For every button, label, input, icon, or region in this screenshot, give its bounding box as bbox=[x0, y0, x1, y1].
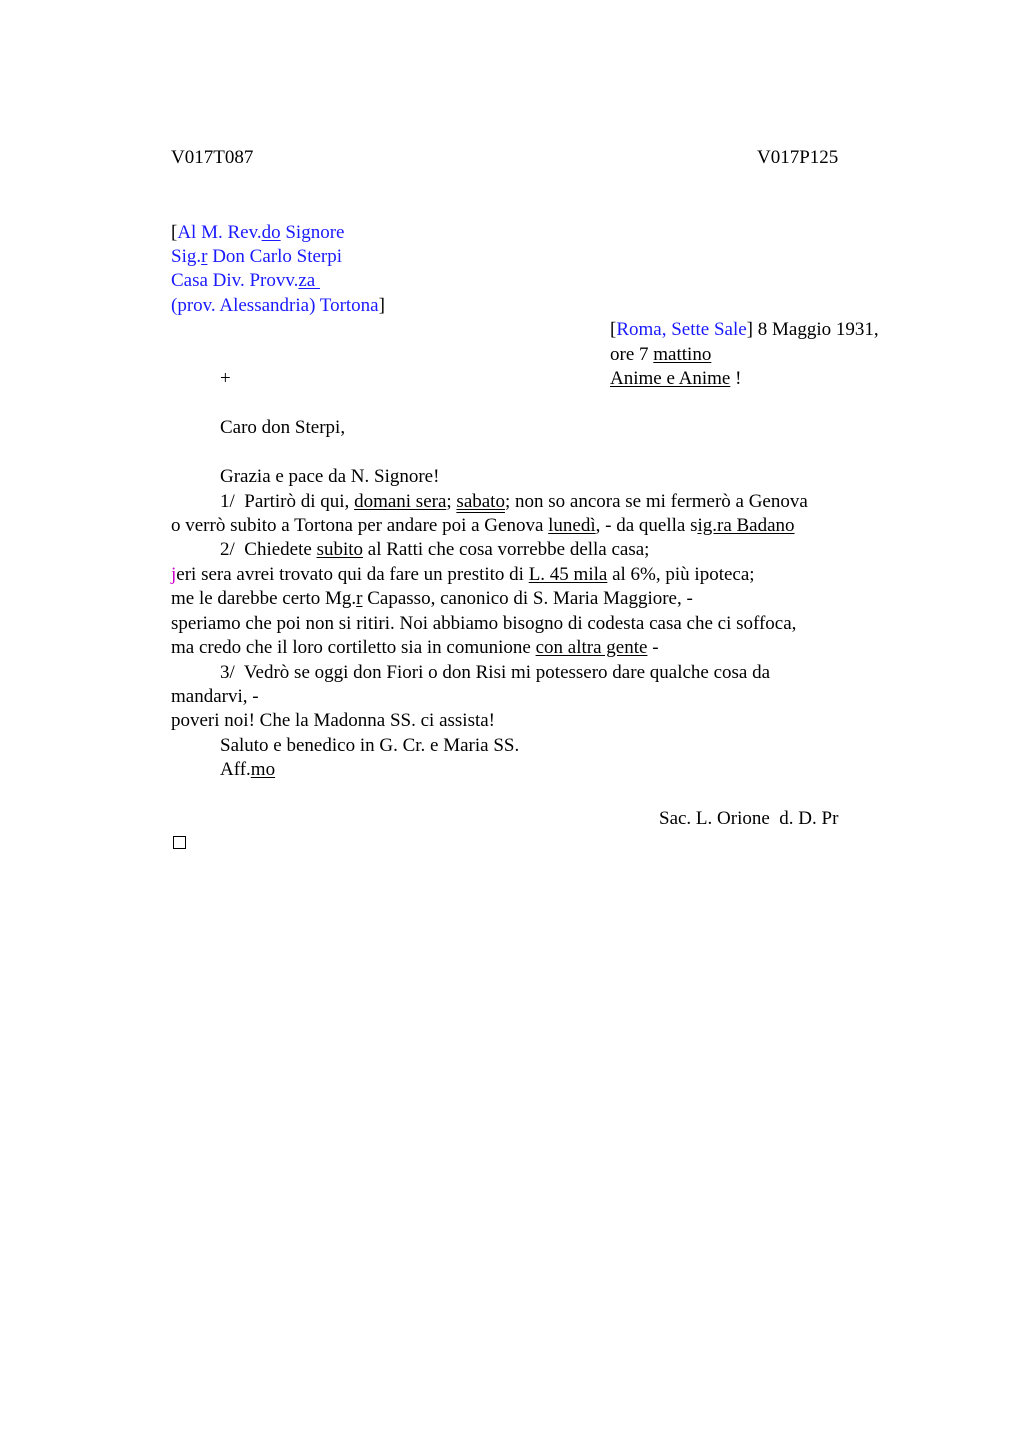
address-line-1: [Al M. Rev.do Signore bbox=[171, 222, 345, 243]
greeting: Grazia e pace da N. Signore! bbox=[220, 466, 440, 487]
p3-line-1: 3/ Vedrò se oggi don Fiori o don Risi mi potessero dare qualche cosa da bbox=[220, 662, 771, 683]
address-line-4: (prov. Alessandria) Tortona] bbox=[171, 295, 385, 316]
closing-line-1: Saluto e benedico in G. Cr. e Maria SS. bbox=[220, 735, 520, 756]
address-line-2: Sig.r Don Carlo Sterpi bbox=[171, 246, 343, 267]
header-left-code: V017T087 bbox=[171, 147, 254, 168]
empty-box-symbol bbox=[173, 836, 186, 849]
p2-line-1: 2/ Chiedete subito al Ratti che cosa vorrebbe della casa; bbox=[220, 539, 650, 560]
address-line-3: Casa Div. Provv.za bbox=[171, 270, 320, 291]
p2-line-3: me le darebbe certo Mg.r Capasso, canonico di S. Maria Maggiore, - bbox=[171, 588, 693, 609]
cross-mark: + bbox=[220, 368, 231, 389]
header-right-code: V017P125 bbox=[757, 147, 839, 168]
p3-line-2: mandarvi, - bbox=[171, 686, 259, 707]
signature: Sac. L. Orione d. D. Pr bbox=[659, 808, 839, 829]
dateline-line-3: Anime e Anime ! bbox=[610, 368, 742, 389]
p2-line-4: speriamo che poi non si ritiri. Noi abbiamo bisogno di codesta casa che ci soffoca, bbox=[171, 613, 797, 634]
p1-line-2: o verrò subito a Tortona per andare poi a Genova lunedì, - da quella sig.ra Badano bbox=[171, 515, 795, 536]
closing-line-2: Aff.mo bbox=[220, 759, 276, 780]
p2-line-5: ma credo che il loro cortiletto sia in comunione con altra gente - bbox=[171, 637, 659, 658]
dateline-line-1: [Roma, Sette Sale] 8 Maggio 1931, bbox=[610, 319, 879, 340]
p1-line-1: 1/ Partirò di qui, domani sera; sabato; non so ancora se mi fermerò a Genova bbox=[220, 491, 808, 512]
p3-line-3: poveri noi! Che la Madonna SS. ci assista! bbox=[171, 710, 496, 731]
p2-line-2: jeri sera avrei trovato qui da fare un prestito di L. 45 mila al 6%, più ipoteca; bbox=[171, 564, 755, 585]
dateline-line-2: ore 7 mattino bbox=[610, 344, 712, 365]
salutation: Caro don Sterpi, bbox=[220, 417, 346, 438]
